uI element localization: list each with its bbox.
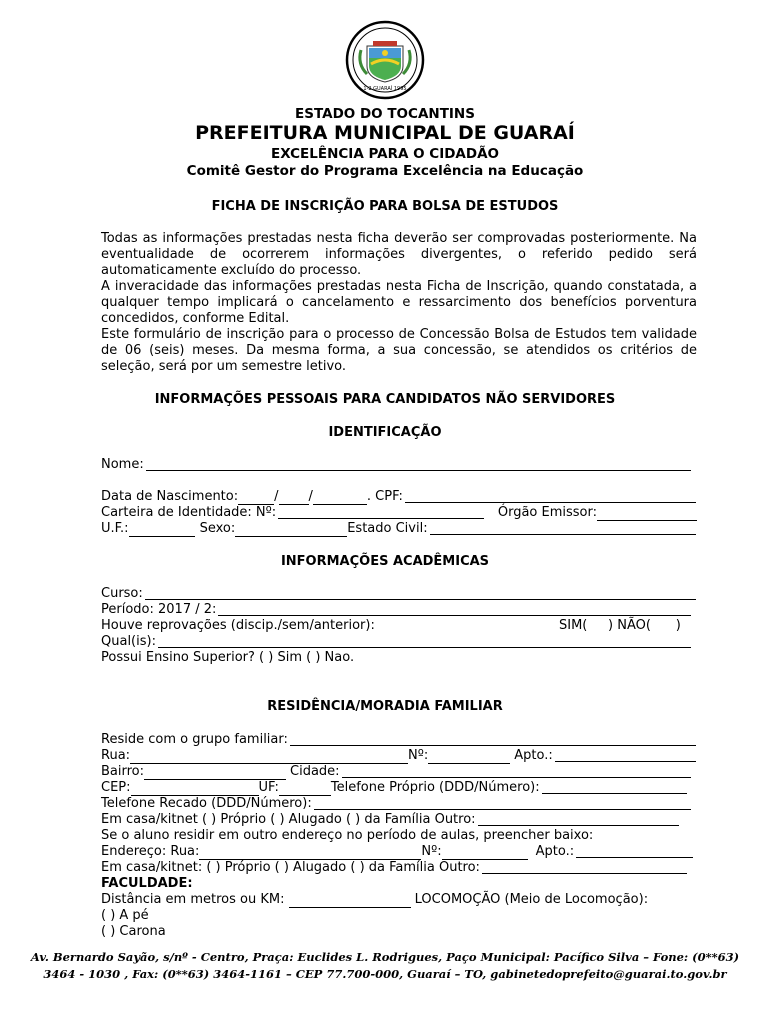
identidade-row[interactable] <box>101 505 697 521</box>
nome-field[interactable] <box>101 457 697 473</box>
distancia-label: Distância em metros ou KM: <box>101 892 285 907</box>
telefone-proprio-label: Telefone Próprio (DDD/Número): <box>330 780 540 795</box>
ape-option[interactable]: ( ) A pé <box>101 908 149 923</box>
curso-label: Curso: <box>101 586 143 601</box>
orgao-label: Órgão Emissor: <box>497 505 597 520</box>
locomocao-label: LOCOMOÇÃO (Meio de Locomoção): <box>414 892 649 907</box>
bairro-label: Bairro: <box>101 764 145 779</box>
carona-option[interactable]: ( ) Carona <box>101 924 166 939</box>
sexo-label: Sexo: <box>199 521 236 536</box>
faculdade-heading: FACULDADE: <box>101 876 193 891</box>
section-identification: IDENTIFICAÇÃO <box>328 425 442 440</box>
rua-label: Rua: <box>101 748 131 763</box>
nascimento-cpf-row[interactable] <box>101 489 697 505</box>
rua-field[interactable] <box>130 751 408 764</box>
intro-paragraph: Todas as informações prestadas nesta ficha deverão ser comprovadas posteriormente. Na eventualidade de ocorrerem informações divergentes, o referido pedido será automaticamente excluído do processo. <box>101 231 697 278</box>
cpf-label: . CPF: <box>366 489 403 504</box>
date-separator: / <box>274 489 279 504</box>
svg-text:1-2 GUARAÍ 1995: 1-2 GUARAÍ 1995 <box>363 86 407 92</box>
em-casa2-label: Em casa/kitnet: ( ) Próprio ( ) Alugado ( ) da Família Outro: <box>101 860 480 875</box>
municipal-seal-logo <box>345 20 425 100</box>
cep-row[interactable] <box>101 780 697 796</box>
aviso-text: Se o aluno residir em outro endereço no período de aulas, preencher baixo: <box>101 828 594 843</box>
footer-address <box>20 949 750 983</box>
carteira-label: Carteira de Identidade: Nº: <box>101 505 277 520</box>
numero-field[interactable] <box>428 751 510 764</box>
endereco-rua-label: Endereço: Rua: <box>101 844 200 859</box>
footer-line: 3464 - 1030 , Fax: (0**63) 3464-1161 – CEP 77.700-000, Guaraí – TO, gabinetedoprefeito@guarai.to.gov.br <box>43 967 727 981</box>
uf-res-field[interactable] <box>279 783 331 796</box>
bairro-field[interactable] <box>144 767 286 780</box>
bairro-row[interactable] <box>101 764 697 780</box>
state-name: ESTADO DO TOCANTINS <box>295 106 475 122</box>
em-casa-label: Em casa/kitnet ( ) Próprio ( ) Alugado ( ) da Família Outro: <box>101 812 476 827</box>
quais-field[interactable] <box>101 634 697 650</box>
reside-label: Reside com o grupo familiar: <box>101 732 288 747</box>
form-title: FICHA DE INSCRIÇÃO PARA BOLSA DE ESTUDOS <box>211 199 559 214</box>
numero-label: Nº: <box>408 748 429 763</box>
apto-label: Apto.: <box>514 748 553 763</box>
curso-field[interactable] <box>101 586 697 602</box>
uf-field[interactable] <box>129 524 195 537</box>
birth-day-field[interactable] <box>238 492 274 505</box>
birth-month-field[interactable] <box>279 492 309 505</box>
nao-option[interactable]: ) NÃO( <box>608 618 651 633</box>
numero2-label: Nº: <box>421 844 442 859</box>
date-separator: / <box>308 489 313 504</box>
endereco-rua-field[interactable] <box>199 847 421 860</box>
orgao-field[interactable] <box>597 508 697 521</box>
apto2-label: Apto.: <box>535 844 575 859</box>
cep-label: CEP: <box>101 780 131 795</box>
cidade-label: Cidade: <box>290 764 340 779</box>
em-casa-row[interactable] <box>101 812 697 828</box>
intro-paragraph: A inveracidade das informações prestadas nesta Ficha de Inscrição, quando constatada, a qualquer tempo implicará o cancelamento e ressarcimento dos benefícios porventura concedidos, conforme Edital. <box>101 279 697 326</box>
section-personal: INFORMAÇÕES PESSOAIS PARA CANDIDATOS NÃO SERVIDORES <box>154 392 616 407</box>
intro-paragraph: Este formulário de inscrição para o processo de Concessão Bolsa de Estudos tem validade de 06 (seis) meses. Da mesma forma, a sua concessão, se atendidos os critérios de seleção, será por um semestre letivo. <box>101 327 697 374</box>
uf-sexo-row[interactable] <box>101 521 697 537</box>
nome-label: Nome: <box>101 457 144 472</box>
telefone-recado-label: Telefone Recado (DDD/Número): <box>101 796 312 811</box>
numero2-field[interactable] <box>442 847 528 860</box>
endereco-row[interactable] <box>101 844 697 860</box>
prefecture-title: PREFEITURA MUNICIPAL DE GUARAÍ <box>195 122 575 144</box>
committee-name: Comitê Gestor do Programa Excelência na Educação <box>186 163 584 179</box>
quais-label: Qual(is): <box>101 634 156 649</box>
reprovacoes-row <box>101 618 697 634</box>
distancia-row[interactable] <box>101 892 697 908</box>
birth-year-field[interactable] <box>313 492 367 505</box>
uf-res-label: UF: <box>258 780 279 795</box>
reside-field[interactable] <box>101 732 697 748</box>
section-academic: INFORMAÇÕES ACADÊMICAS <box>280 554 490 569</box>
estado-civil-label: Estado Civil: <box>347 521 428 536</box>
nascimento-label: Data de Nascimento: <box>101 489 239 504</box>
intro-text <box>101 231 697 375</box>
cep-field[interactable] <box>131 783 259 796</box>
telefone-recado-field[interactable] <box>101 796 697 812</box>
footer-line: Av. Bernardo Sayão, s/nº - Centro, Praça: Euclides L. Rodrigues, Paço Municipal: Pacífico Silva – Fone: (0**63) <box>30 950 740 964</box>
ensino-superior-row[interactable]: Possui Ensino Superior? ( ) Sim ( ) Nao. <box>101 650 355 665</box>
paren-close: ) <box>675 618 681 633</box>
sim-nao-options[interactable] <box>559 618 681 634</box>
section-residence: RESIDÊNCIA/MORADIA FAMILIAR <box>267 699 503 714</box>
reprovacoes-label: Houve reprovações (discip./sem/anterior): <box>101 618 375 633</box>
em-casa2-row[interactable] <box>101 860 697 876</box>
distancia-field[interactable] <box>289 895 411 908</box>
sim-option[interactable]: SIM( <box>559 618 588 633</box>
periodo-field[interactable] <box>101 602 697 618</box>
sexo-field[interactable] <box>235 524 347 537</box>
motto: EXCELÊNCIA PARA O CIDADÃO <box>270 146 500 162</box>
uf-label: U.F.: <box>101 521 129 536</box>
periodo-label: Período: 2017 / 2: <box>101 602 217 617</box>
rua-row[interactable] <box>101 748 697 764</box>
